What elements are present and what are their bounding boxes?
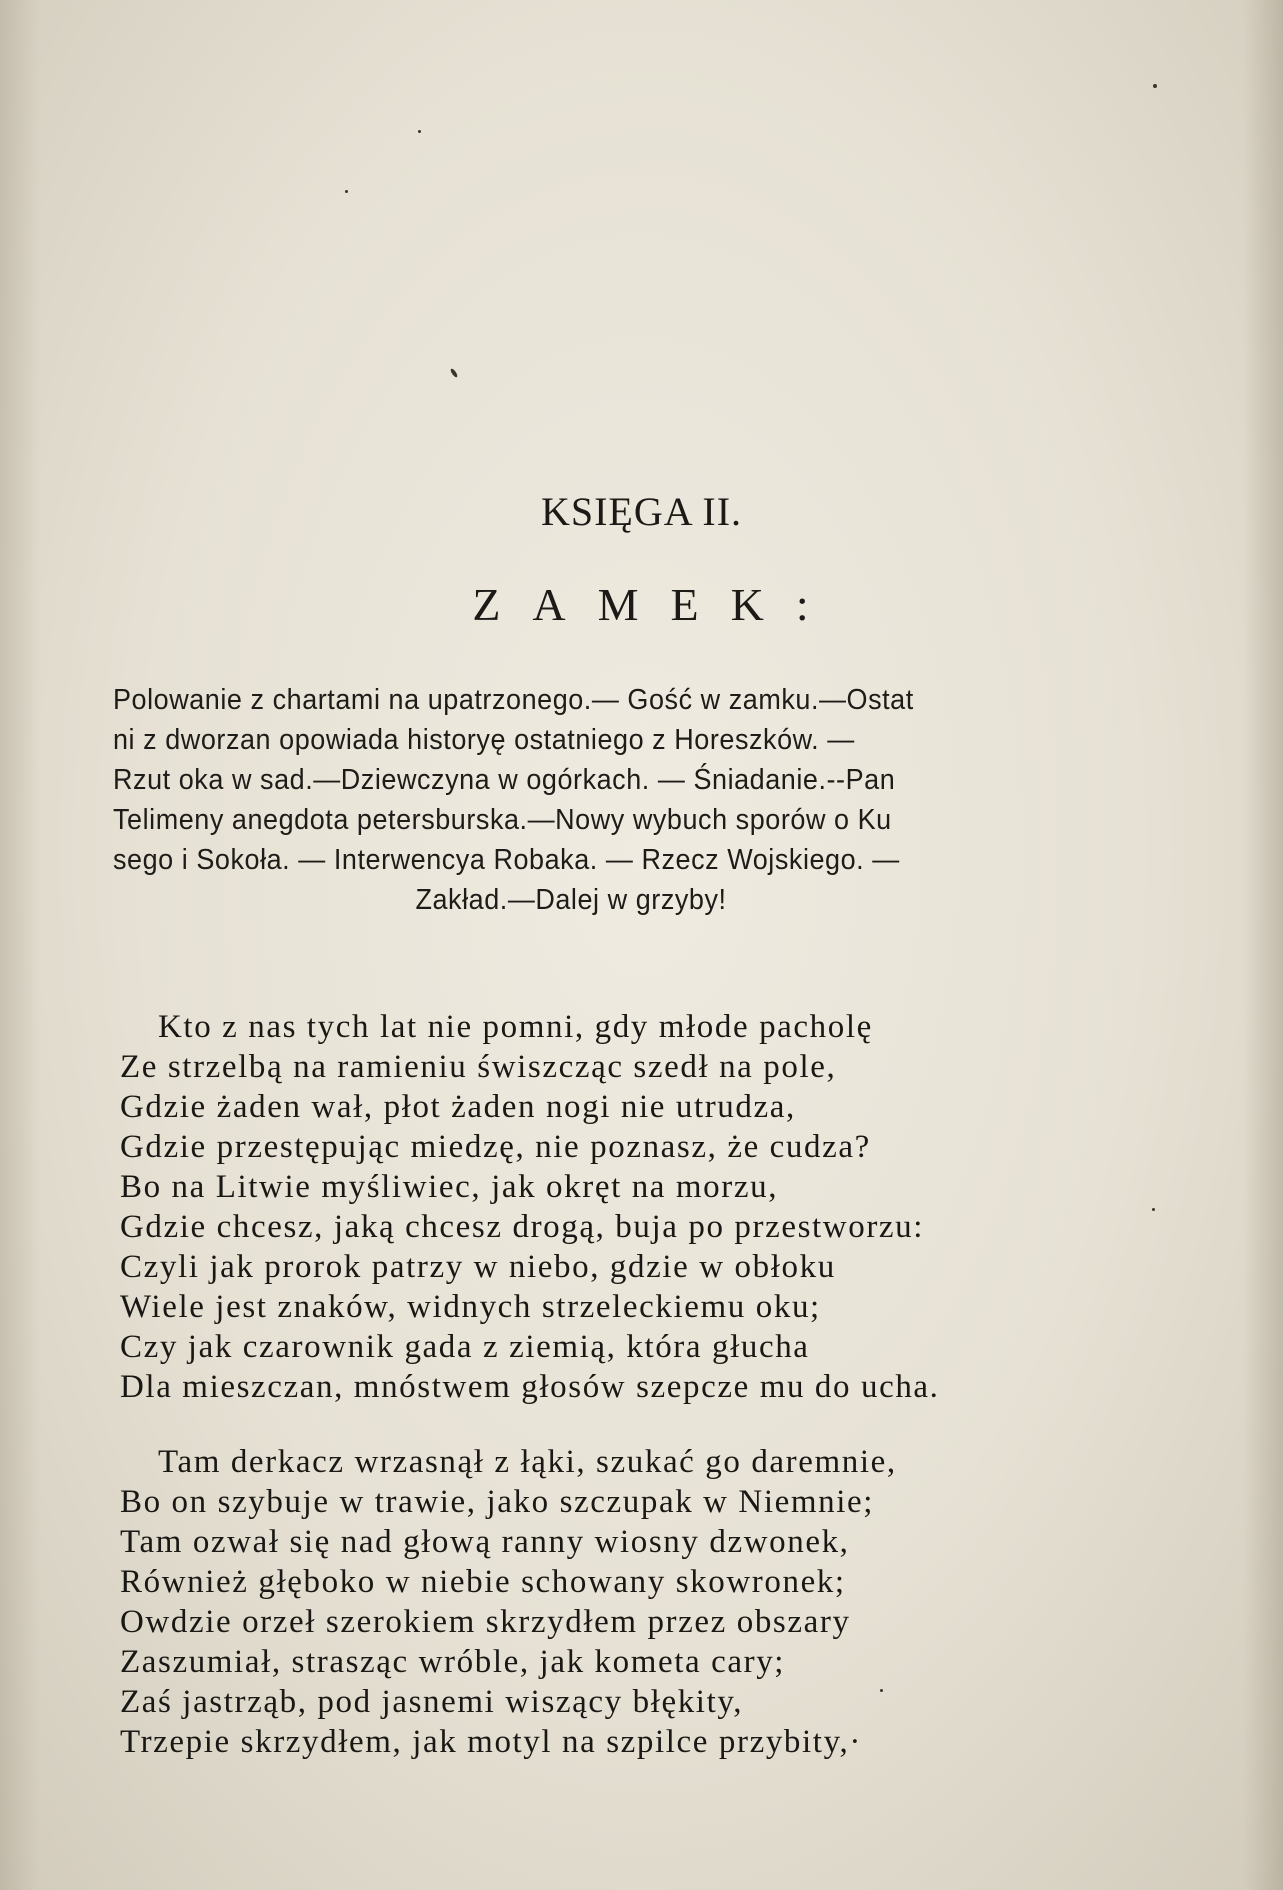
chapter-summary bbox=[113, 680, 1085, 920]
verse-line: Tam derkacz wrzasnął z łąki, szukać go daremnie, bbox=[158, 1444, 897, 1480]
summary-line: ni z dworzan opowiada historyę ostatniego z Horeszków. — bbox=[113, 724, 855, 756]
verse-line: Ze strzelbą na ramieniu świszcząc szedł na pole, bbox=[120, 1049, 837, 1085]
verse-line: Kto z nas tych lat nie pomni, gdy młode pacholę bbox=[158, 1009, 873, 1045]
book-heading: KSIĘGA II. bbox=[540, 489, 743, 534]
summary-line: Rzut oka w sad.—Dziewczyna w ogórkach. — Śniadanie.--Pan bbox=[113, 764, 896, 796]
verse-line: Bo on szybuje w trawie, jako szczupak w Niemnie; bbox=[120, 1484, 875, 1520]
verse-line: Tam ozwał się nad głową ranny wiosny dzwonek, bbox=[120, 1524, 850, 1560]
paper-speck bbox=[1153, 84, 1157, 88]
verse-line: Trzepie skrzydłem, jak motyl na szpilce przybity,· bbox=[120, 1724, 862, 1760]
verse-line: Zaszumiał, strasząc wróble, jak kometa cary; bbox=[120, 1644, 786, 1680]
verse-line: Wiele jest znaków, widnych strzeleckiemu oku; bbox=[120, 1289, 821, 1325]
chapter-title: ZAMEK: bbox=[472, 579, 841, 630]
paper-speck bbox=[1152, 1208, 1155, 1211]
summary-line: sego i Sokoła. — Interwencya Robaka. — Rzecz Wojskiego. — bbox=[113, 844, 900, 876]
poem-stanza-2 bbox=[120, 1442, 897, 1762]
verse-line: Czyli jak prorok patrzy w niebo, gdzie w obłoku bbox=[120, 1249, 836, 1285]
verse-line: Dla mieszczan, mnóstwem głosów szepcze mu do ucha. bbox=[120, 1369, 940, 1405]
verse-line: Bo na Litwie myśliwiec, jak okręt na morzu, bbox=[120, 1169, 779, 1205]
verse-line: Również głęboko w niebie schowany skowronek; bbox=[120, 1564, 846, 1600]
summary-line: Polowanie z chartami na upatrzonego.— Gość w zamku.—Ostat bbox=[113, 684, 914, 716]
page-edge-shadow-right bbox=[1243, 0, 1283, 1890]
summary-line: Zakład.—Dalej w grzyby! bbox=[415, 884, 727, 916]
page-edge-shadow-left bbox=[0, 0, 40, 1890]
paper-speck bbox=[449, 368, 458, 378]
verse-line: Gdzie przestępując miedzę, nie poznasz, że cudza? bbox=[120, 1129, 871, 1165]
verse-line: Czy jak czarownik gada z ziemią, która głucha bbox=[120, 1329, 810, 1365]
verse-line: Zaś jastrząb, pod jasnemi wiszący błękity, bbox=[120, 1684, 744, 1720]
verse-line: Owdzie orzeł szerokiem skrzydłem przez obszary bbox=[120, 1604, 851, 1640]
paper-speck bbox=[418, 130, 421, 133]
summary-line: Telimeny anegdota petersburska.—Nowy wybuch sporów o Ku bbox=[113, 804, 892, 836]
verse-line: Gdzie żaden wał, płot żaden nogi nie utrudza, bbox=[120, 1089, 796, 1125]
poem-stanza-1 bbox=[120, 1007, 940, 1407]
verse-line: Gdzie chcesz, jaką chcesz drogą, buja po przestworzu: bbox=[120, 1209, 925, 1245]
paper-speck bbox=[345, 190, 348, 193]
